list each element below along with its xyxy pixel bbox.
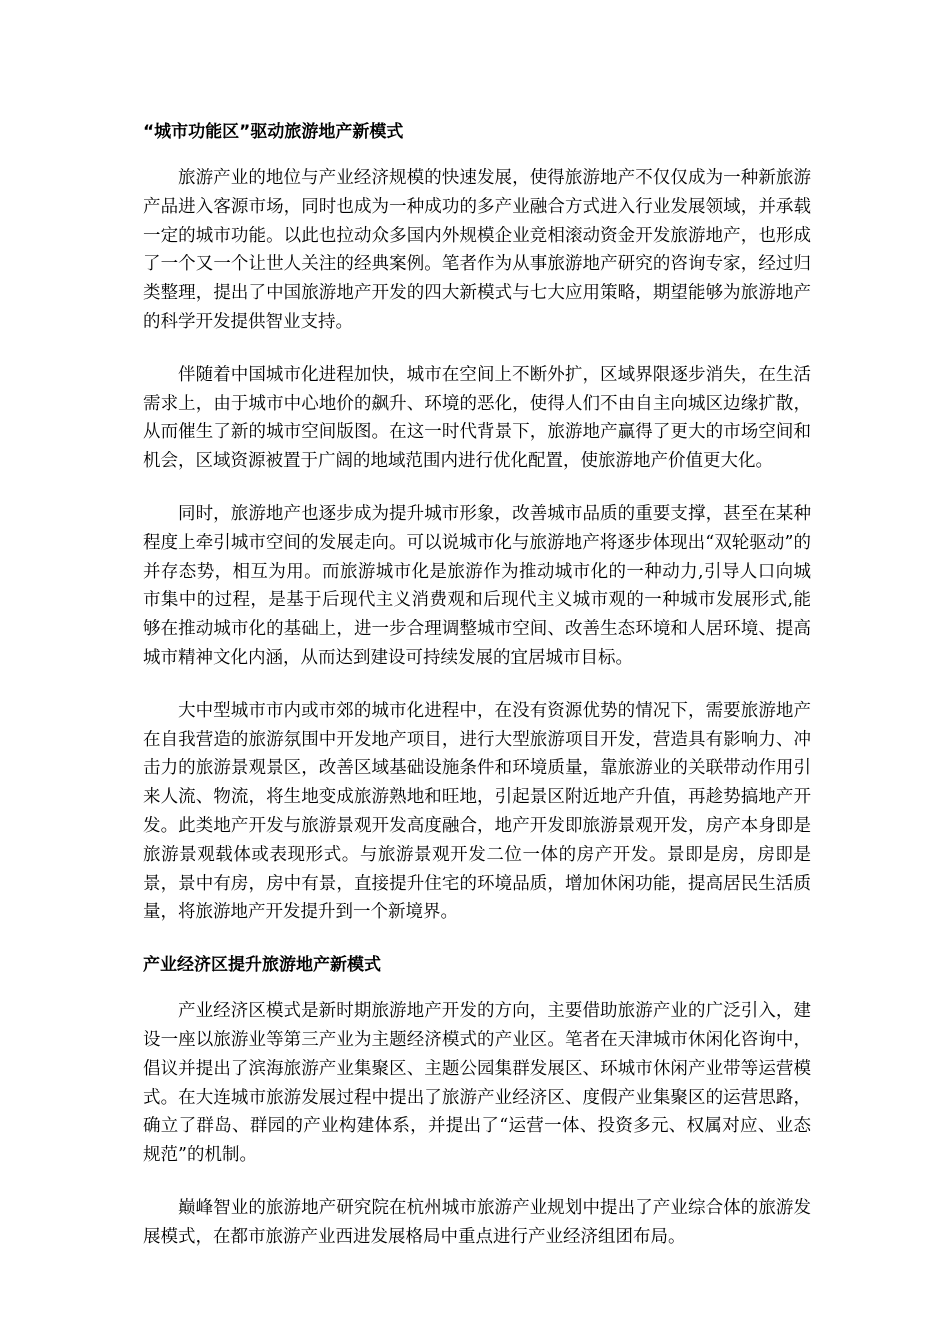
- paragraph: 同时，旅游地产也逐步成为提升城市形象，改善城市品质的重要支撑，甚至在某种程度上牵引城市空间的发展走向。可以说城市化与旅游地产将逐步体现出“双轮驱动”的并存态势，相互为用。而旅游城市化是旅游作为推动城市化的一种动力,引导人口向城市集中的过程，是基于后现代主义消费观和后现代主义城市观的一种城市发展形式,能够在推动城市化的基础上，进一步合理调整城市空间、改善生态环境和人居环境、提高城市精神文化内涵，从而达到建设可持续发展的宜居城市目标。: [143, 503, 811, 668]
- paragraph: 产业经济区模式是新时期旅游地产开发的方向，主要借助旅游产业的广泛引入，建设一座以旅游业等第三产业为主题经济模式的产业区。笔者在天津城市休闲化咨询中，倡议并提出了滨海旅游产业集聚区、主题公园集群发展区、环城市休闲产业带等运营模式。在大连城市旅游发展过程中提出了旅游产业经济区、度假产业集聚区的运营思路，确立了群岛、群园的产业构建体系，并提出了“运营一体、投资多元、权属对应、业态规范”的机制。: [143, 1001, 811, 1166]
- section-heading: 产业经济区提升旅游地产新模式: [143, 955, 381, 976]
- paragraph: 旅游产业的地位与产业经济规模的快速发展，使得旅游地产不仅仅成为一种新旅游产品进入客源市场，同时也成为一种成功的多产业融合方式进入行业发展领域，并承载一定的城市功能。以此也拉动众多国内外规模企业竞相滚动资金开发旅游地产，也形成了一个又一个让世人关注的经典案例。笔者作为从事旅游地产研究的咨询专家，经过归类整理，提出了中国旅游地产开发的四大新模式与七大应用策略，期望能够为旅游地产的科学开发提供智业支持。: [143, 168, 811, 332]
- paragraph: 伴随着中国城市化进程加快，城市在空间上不断外扩，区域界限逐步消失，在生活需求上，由于城市中心地价的飙升、环境的恶化，使得人们不由自主向城区边缘扩散，从而催生了新的城市空间版图。在这一时代背景下，旅游地产赢得了更大的市场空间和机会，区域资源被置于广阔的地域范围内进行优化配置，使旅游地产价值更大化。: [143, 364, 811, 472]
- section-heading: “城市功能区”驱动旅游地产新模式: [143, 122, 404, 142]
- paragraph: 大中型城市市内或市郊的城市化进程中，在没有资源优势的情况下，需要旅游地产在自我营造的旅游氛围中开发地产项目，进行大型旅游项目开发，营造具有影响力、冲击力的旅游景观景区，改善区域基础设施条件和环境质量，靠旅游业的关联带动作用引来人流、物流，将生地变成旅游熟地和旺地，引起景区附近地产升值，再趁势搞地产开发。此类地产开发与旅游景观开发高度融合，地产开发即旅游景观开发，房产本身即是旅游景观载体或表现形式。与旅游景观开发二位一体的房产开发。景即是房，房即是景，景中有房，房中有景，直接提升住宅的环境品质，增加休闲功能，提高居民生活质量，将旅游地产开发提升到一个新境界。: [143, 700, 811, 923]
- paragraph: 巅峰智业的旅游地产研究院在杭州城市旅游产业规划中提出了产业综合体的旅游发展模式，在都市旅游产业西进发展格局中重点进行产业经济组团布局。: [143, 1197, 811, 1247]
- document-page: [143, 118, 811, 1252]
